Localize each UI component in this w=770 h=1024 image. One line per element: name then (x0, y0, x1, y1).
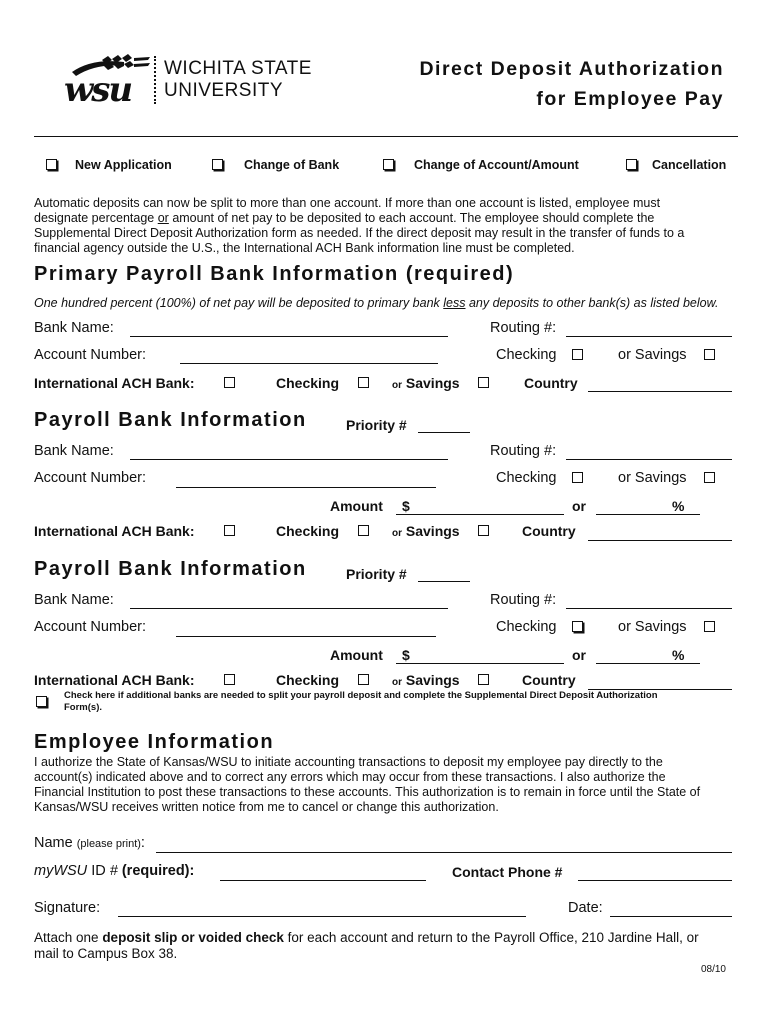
payroll-2-intl-ach-label: International ACH Bank: (34, 672, 195, 688)
signature-field[interactable] (118, 916, 526, 917)
primary-checking-label: Checking (496, 347, 557, 363)
payroll-1-bank-name-field[interactable] (130, 459, 448, 460)
payroll-2-intl-checking-checkbox[interactable] (358, 674, 369, 685)
primary-note: One hundred percent (100%) of net pay will be deposited to primary bank less any deposits to other bank(s) as listed below. (34, 296, 719, 310)
form-version: 08/10 (700, 964, 726, 975)
payroll-2-account-number-field[interactable] (176, 636, 436, 637)
payroll-1-intl-checking-checkbox[interactable] (358, 525, 369, 536)
additional-banks-checkbox[interactable] (36, 696, 47, 707)
change-of-bank-label: Change of Bank (244, 158, 340, 172)
payroll-1-percent-sign: % (672, 498, 685, 514)
payroll-1-priority-field[interactable] (418, 432, 470, 433)
cancellation-label: Cancellation (652, 158, 727, 172)
payroll-2-savings-checkbox[interactable] (704, 621, 715, 632)
attach-instructions-line1: Attach one deposit slip or voided check for each account and return to the Payroll Office, 210 Jardine Hall, or (34, 930, 699, 945)
form-title-line1: Direct Deposit Authorization (419, 58, 724, 80)
payroll-2-amount-field[interactable] (396, 663, 564, 664)
primary-savings-label: or Savings (618, 347, 687, 363)
employee-info-heading: Employee Information (34, 731, 275, 753)
change-of-bank-checkbox[interactable] (212, 159, 223, 170)
payroll-bank-1-heading: Payroll Bank Information (34, 409, 307, 431)
primary-routing-label: Routing #: (490, 320, 557, 336)
payroll-2-amount-label: Amount (330, 647, 383, 663)
primary-routing-field[interactable] (566, 336, 732, 337)
payroll-1-country-label: Country (522, 523, 576, 539)
payroll-1-amount-label: Amount (330, 498, 383, 514)
payroll-1-account-number-label: Account Number: (34, 470, 147, 486)
payroll-2-intl-checking-label: Checking (276, 672, 340, 688)
payroll-1-savings-checkbox[interactable] (704, 472, 715, 483)
payroll-1-checking-label: Checking (496, 470, 557, 486)
additional-banks-note-line2: Form(s). (64, 702, 102, 713)
payroll-1-priority-label: Priority # (346, 417, 407, 433)
primary-checking-checkbox[interactable] (572, 349, 583, 360)
auth-line-3: Financial Institution to post these transactions to these accounts. This authorization is to remain in force until the State of (34, 785, 701, 799)
payroll-1-account-number-field[interactable] (176, 487, 436, 488)
payroll-1-or-label: or (572, 498, 586, 514)
primary-savings-checkbox[interactable] (704, 349, 715, 360)
payroll-bank-2-heading: Payroll Bank Information (34, 558, 307, 580)
payroll-1-routing-field[interactable] (566, 459, 732, 460)
payroll-1-intl-ach-checkbox[interactable] (224, 525, 235, 536)
primary-bank-heading: Primary Payroll Bank Information (required) (34, 263, 515, 285)
payroll-2-intl-savings-label: or Savings (392, 672, 460, 688)
payroll-2-or-label: or (572, 647, 586, 663)
payroll-2-account-number-label: Account Number: (34, 619, 147, 635)
change-of-account-checkbox[interactable] (383, 159, 394, 170)
date-field[interactable] (610, 916, 732, 917)
primary-intl-savings-checkbox[interactable] (478, 377, 489, 388)
payroll-2-checking-label: Checking (496, 619, 557, 635)
payroll-2-intl-savings-checkbox[interactable] (478, 674, 489, 685)
cancellation-checkbox[interactable] (626, 159, 637, 170)
primary-intl-checking-checkbox[interactable] (358, 377, 369, 388)
payroll-2-percent-sign: % (672, 647, 685, 663)
payroll-2-savings-label: or Savings (618, 619, 687, 635)
payroll-2-percent-field[interactable] (596, 663, 700, 664)
change-of-account-label: Change of Account/Amount (414, 158, 579, 172)
signature-label: Signature: (34, 900, 101, 916)
payroll-2-routing-label: Routing #: (490, 592, 557, 608)
logo-wordmark: wsu (64, 70, 132, 110)
payroll-2-checking-checkbox[interactable] (572, 621, 583, 632)
additional-banks-note-line1: Check here if additional banks are needed to split your payroll deposit and complete the Supplemental Direct Deposit Authorization (64, 690, 658, 701)
wsu-logo (62, 52, 152, 108)
new-application-label: New Application (75, 158, 172, 172)
primary-country-label: Country (524, 375, 578, 391)
auth-line-1: I authorize the State of Kansas/WSU to initiate accounting transactions to deposit my employee pay directly to the (34, 755, 663, 769)
payroll-1-intl-checking-label: Checking (276, 523, 340, 539)
auth-line-2: account(s) indicated above and to correct any errors which may occur from these transactions. I also authorize the (34, 770, 666, 784)
intro-line-2: designate percentage or amount of net pay to be deposited to each account. The employee should complete the (34, 211, 655, 225)
payroll-1-amount-field[interactable] (396, 514, 564, 515)
university-name-line2: UNIVERSITY (164, 80, 284, 101)
primary-bank-name-field[interactable] (130, 336, 448, 337)
payroll-2-bank-name-label: Bank Name: (34, 592, 114, 608)
mywsu-id-label: myWSU ID # (required): (34, 863, 195, 879)
primary-account-number-field[interactable] (180, 363, 438, 364)
contact-phone-label: Contact Phone # (452, 864, 563, 880)
payroll-1-savings-label: or Savings (618, 470, 687, 486)
name-field[interactable] (156, 852, 732, 853)
primary-intl-checking-label: Checking (276, 375, 340, 391)
payroll-1-checking-checkbox[interactable] (572, 472, 583, 483)
form-title-line2: for Employee Pay (536, 88, 724, 110)
payroll-1-intl-ach-label: International ACH Bank: (34, 523, 195, 539)
payroll-1-intl-savings-checkbox[interactable] (478, 525, 489, 536)
payroll-1-intl-savings-label: or Savings (392, 523, 460, 539)
mywsu-id-field[interactable] (220, 880, 426, 881)
payroll-2-dollar-sign: $ (402, 647, 410, 663)
attach-instructions-line2: mail to Campus Box 38. (34, 946, 178, 961)
payroll-2-country-label: Country (522, 672, 576, 688)
additional-banks-note (64, 690, 724, 714)
name-label: Name (please print): (34, 835, 145, 851)
auth-line-4: Kansas/WSU receives written notice from me to cancel or change this authorization. (34, 800, 499, 814)
payroll-2-bank-name-field[interactable] (130, 608, 448, 609)
payroll-2-intl-ach-checkbox[interactable] (224, 674, 235, 685)
payroll-1-country-field[interactable] (588, 540, 732, 541)
university-name-line1: WICHITA STATE (164, 58, 312, 79)
primary-country-field[interactable] (588, 391, 732, 392)
payroll-1-bank-name-label: Bank Name: (34, 443, 114, 459)
payroll-2-priority-label: Priority # (346, 566, 407, 582)
header-rule (34, 136, 738, 137)
payroll-1-percent-field[interactable] (596, 514, 700, 515)
primary-intl-savings-label: or Savings (392, 375, 460, 391)
primary-account-number-label: Account Number: (34, 347, 147, 363)
logo-divider (154, 56, 156, 104)
intro-line-3: Supplemental Direct Deposit Authorization form as needed. If the direct deposit may result in the transfer of funds to a (34, 226, 685, 240)
primary-intl-ach-label: International ACH Bank: (34, 375, 195, 391)
primary-intl-ach-checkbox[interactable] (224, 377, 235, 388)
new-application-checkbox[interactable] (46, 159, 57, 170)
intro-line-4: financial agency outside the U.S., the International ACH Bank information line must be completed. (34, 241, 575, 255)
payroll-2-routing-field[interactable] (566, 608, 732, 609)
payroll-2-priority-field[interactable] (418, 581, 470, 582)
date-label: Date: (568, 900, 603, 916)
contact-phone-field[interactable] (578, 880, 732, 881)
payroll-1-routing-label: Routing #: (490, 443, 557, 459)
primary-bank-name-label: Bank Name: (34, 320, 114, 336)
payroll-1-dollar-sign: $ (402, 498, 410, 514)
intro-line-1: Automatic deposits can now be split to more than one account. If more than one account is listed, employee must (34, 196, 661, 210)
